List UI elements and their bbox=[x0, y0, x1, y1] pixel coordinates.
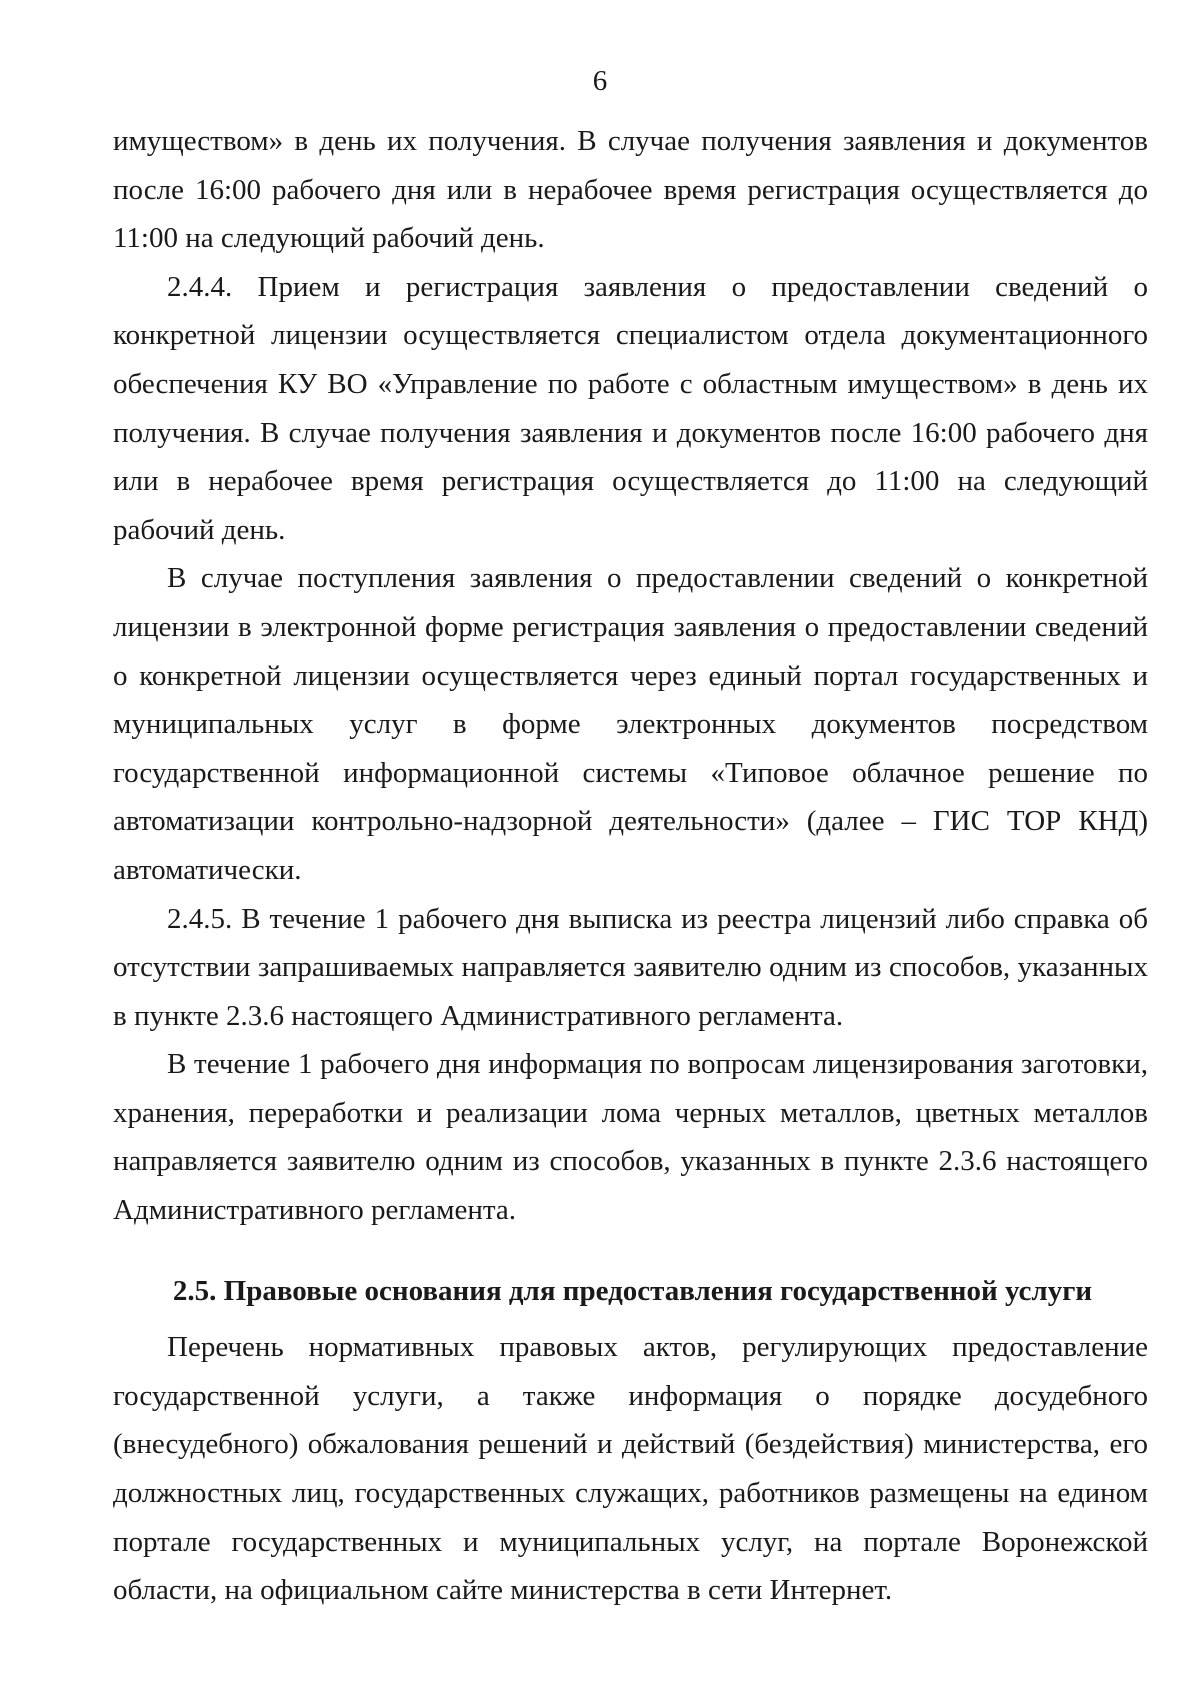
document-body bbox=[113, 117, 1148, 1615]
paragraph-2-4-4: 2.4.4. Прием и регистрация заявления о предоставлении сведений о конкретной лицензии осуществляется специалистом отдела документационного обеспечения КУ ВО «Управление по работе с областным имуществом» в день их получения. В случае получения заявления и документов после 16:00 рабочего дня или в нерабочее время регистрация осуществляется до 11:00 на следующий рабочий день. bbox=[113, 270, 1148, 546]
section-heading-2-5: 2.5. Правовые основания для предоставления государственной услуги bbox=[172, 1274, 1093, 1307]
paragraph-continuation: имуществом» в день их получения. В случае получения заявления и документов после 16:00 рабочего дня или в нерабочее время регистрация осуществляется до 11:00 на следующий рабочий день. bbox=[113, 125, 1148, 255]
paragraph-legal-acts-list: Перечень нормативных правовых актов, регулирующих предоставление государственной услуги, а также информация о порядке досудебного (внесудебного) обжалования решений и действий (бездействия) министерства, его должностных лиц, государственных служащих, работников размещены на едином портале государственных и муниципальных услуг, на портале Воронежской области, на официальном сайте министерства в сети Интернет. bbox=[113, 1331, 1148, 1607]
paragraph-licensing-info: В течение 1 рабочего дня информация по вопросам лицензирования заготовки, хранения, переработки и реализации лома черных металлов, цветных металлов направляется заявителю одним из способов, указанных в пункте 2.3.6 настоящего Административного регламента. bbox=[113, 1048, 1148, 1227]
paragraph-electronic-registration: В случае поступления заявления о предоставлении сведений о конкретной лицензии в электронной форме регистрация заявления о предоставлении сведений о конкретной лицензии осуществляется через единый портал государственных и муниципальных услуг в форме электронных документов посредством государственной информационной системы «Типовое облачное решение по автоматизации контрольно-надзорной деятельности» (далее – ГИС ТОР КНД) автоматически. bbox=[113, 562, 1148, 886]
page-number: 6 bbox=[592, 65, 608, 97]
paragraph-2-4-5: 2.4.5. В течение 1 рабочего дня выписка из реестра лицензий либо справка об отсутствии запрашиваемых направляется заявителю одним из способов, указанных в пункте 2.3.6 настоящего Административного регламента. bbox=[113, 902, 1148, 1032]
